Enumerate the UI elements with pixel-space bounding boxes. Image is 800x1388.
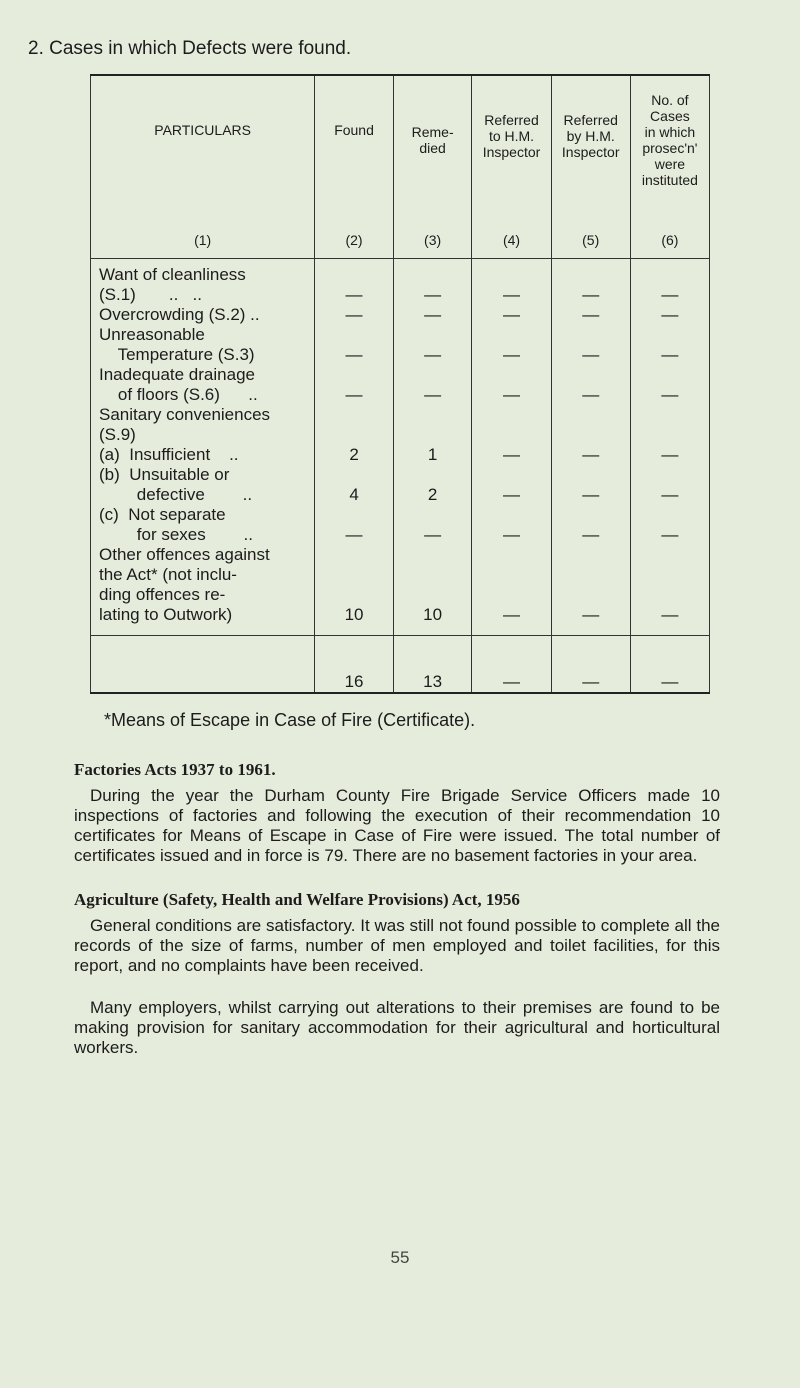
row-value-col-6: — (630, 305, 709, 325)
table-row (91, 405, 710, 445)
row-value-col-2: — (315, 365, 394, 405)
agriculture-heading: Agriculture (Safety, Health and Welfare Provisions) Act, 1956 (74, 890, 520, 909)
column-header-number: (1) (194, 232, 212, 248)
column-header-4 (472, 75, 551, 259)
row-value-col-3: — (393, 365, 472, 405)
row-particular: (c) Not separate for sexes .. (91, 505, 315, 545)
table-body (91, 259, 710, 694)
row-value-col-3: — (393, 505, 472, 545)
column-header-number: (6) (661, 232, 679, 248)
row-value-col-5: — (551, 305, 630, 325)
totals-row (91, 636, 710, 694)
row-particular: Sanitary conveniences (S.9) (91, 405, 315, 445)
row-value-col-2: — (315, 259, 394, 306)
total-value-col-4: — (472, 636, 551, 694)
totals-label-cell (91, 636, 315, 694)
row-value-col-6 (630, 405, 709, 445)
table-row (91, 545, 710, 636)
total-value-col-2: 16 (315, 636, 394, 694)
row-value-col-6: — (630, 365, 709, 405)
row-value-col-6: — (630, 325, 709, 365)
row-particular: (b) Unsuitable or defective .. (91, 465, 315, 505)
agriculture-paragraph-1: General conditions are satisfactory. It was still not found possible to complete all the records of the size of farms, number of men employed and toilet facilities, for this report, and no complaints have been received. (74, 916, 720, 975)
table-row (91, 505, 710, 545)
table-row (91, 305, 710, 325)
row-value-col-5: — (551, 365, 630, 405)
total-value-col-3: 13 (393, 636, 472, 694)
row-particular: Inadequate drainage of floors (S.6) .. (91, 365, 315, 405)
column-header-6 (630, 75, 709, 259)
row-value-col-6: — (630, 259, 709, 306)
column-header-number: (5) (582, 232, 600, 248)
row-value-col-2 (315, 405, 394, 445)
column-header-number: (2) (345, 232, 363, 248)
factories-heading: Factories Acts 1937 to 1961. (74, 760, 276, 779)
row-value-col-5: — (551, 259, 630, 306)
row-value-col-5: — (551, 505, 630, 545)
row-particular: Other offences against the Act* (not inclu- ding offences re- lating to Outwork) (91, 545, 315, 636)
row-value-col-2: 2 (315, 445, 394, 465)
section-title: 2. Cases in which Defects were found. (28, 38, 352, 59)
row-value-col-6: — (630, 465, 709, 505)
column-header-3 (393, 75, 472, 259)
row-particular: Want of cleanliness (S.1) .. .. (91, 259, 315, 306)
row-particular: Overcrowding (S.2) .. (91, 305, 315, 325)
row-value-col-5: — (551, 325, 630, 365)
column-header-label: Referred by H.M. Inspector (561, 112, 620, 160)
page-number: 55 (390, 1248, 410, 1267)
row-value-col-3: — (393, 305, 472, 325)
defects-table (90, 74, 710, 694)
row-value-col-3: — (393, 325, 472, 365)
row-value-col-5: — (551, 465, 630, 505)
column-header-label: Referred to H.M. Inspector (482, 112, 541, 160)
column-header-label: PARTICULARS (154, 122, 251, 138)
table-header-row (91, 75, 710, 259)
row-value-col-4: — (472, 465, 551, 505)
row-value-col-5: — (551, 545, 630, 636)
row-value-col-4: — (472, 325, 551, 365)
total-value-col-6: — (630, 636, 709, 694)
table-row (91, 259, 710, 306)
row-value-col-6: — (630, 545, 709, 636)
row-value-col-4: — (472, 365, 551, 405)
row-value-col-3: 1 (393, 445, 472, 465)
row-particular: Unreasonable Temperature (S.3) (91, 325, 315, 365)
column-header-label: Reme- died (411, 124, 454, 156)
factories-paragraph: During the year the Durham County Fire Brigade Service Officers made 10 inspections of factories and following the execution of their recommendation 10 certificates for Means of Escape in Case of Fire were issued. The total number of certificates issued and in force is 79. There are no basement factories in your area. (74, 786, 720, 865)
row-value-col-4: — (472, 545, 551, 636)
row-value-col-4 (472, 405, 551, 445)
row-value-col-2: — (315, 305, 394, 325)
row-value-col-3: — (393, 259, 472, 306)
row-value-col-2: 10 (315, 545, 394, 636)
column-header-label: No. of Cases in which prosec'n' were instituted (641, 92, 698, 188)
row-value-col-4: — (472, 505, 551, 545)
row-value-col-4: — (472, 445, 551, 465)
agriculture-paragraph-2: Many employers, whilst carrying out alterations to their premises are found to be making provision for sanitary accommodation for their agricultural and horticultural workers. (74, 998, 720, 1057)
footnote: *Means of Escape in Case of Fire (Certificate). (104, 710, 476, 730)
row-value-col-3: 2 (393, 465, 472, 505)
row-value-col-6: — (630, 445, 709, 465)
row-value-col-3 (393, 405, 472, 445)
column-header-label: Found (334, 122, 374, 138)
table-row (91, 445, 710, 465)
row-value-col-5 (551, 405, 630, 445)
row-value-col-2: 4 (315, 465, 394, 505)
row-value-col-5: — (551, 445, 630, 465)
row-value-col-2: — (315, 325, 394, 365)
row-value-col-3: 10 (393, 545, 472, 636)
column-header-number: (3) (424, 232, 442, 248)
total-value-col-5: — (551, 636, 630, 694)
table-row (91, 365, 710, 405)
column-header-1 (91, 75, 315, 259)
row-value-col-2: — (315, 505, 394, 545)
column-header-2 (315, 75, 394, 259)
row-value-col-4: — (472, 305, 551, 325)
column-header-number: (4) (502, 232, 521, 248)
row-particular: (a) Insufficient .. (91, 445, 315, 465)
table-row (91, 325, 710, 365)
column-header-5 (551, 75, 630, 259)
row-value-col-6: — (630, 505, 709, 545)
table-row (91, 465, 710, 505)
row-value-col-4: — (472, 259, 551, 306)
